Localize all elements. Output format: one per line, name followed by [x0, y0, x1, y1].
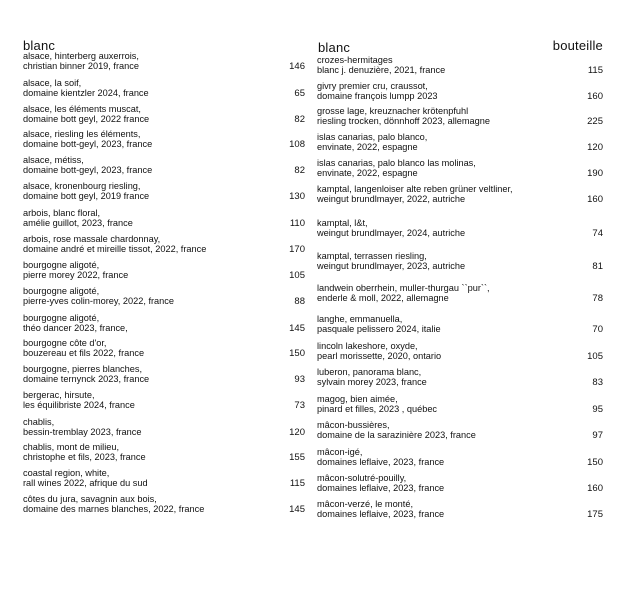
wine-producer: blanc j. denuzière, 2021, france [317, 65, 446, 75]
wine-entry [23, 209, 305, 228]
wine-producer: domaine kientzler 2024, france [23, 88, 149, 98]
wine-entry [317, 219, 603, 238]
wine-appellation: kamptal, l&t, [317, 219, 368, 228]
wine-price: 81 [592, 260, 603, 272]
wine-producer: pearl morissette, 2020, ontario [317, 351, 442, 361]
wine-price: 93 [294, 373, 305, 385]
wine-producer: pinard et filles, 2023 , québec [317, 404, 438, 414]
wine-appellation: islas canarias, palo blanco, [317, 133, 428, 142]
section-heading: blanc [23, 38, 56, 53]
wine-appellation: bourgogne aligoté, [23, 314, 100, 323]
wine-producer: bouzereau et fils 2022, france [23, 348, 145, 358]
wine-entry [23, 156, 305, 175]
wine-appellation: alsace, les éléments muscat, [23, 105, 141, 114]
wine-entry [317, 368, 603, 387]
wine-entry [23, 365, 305, 384]
wine-producer: christian binner 2019, france [23, 61, 139, 71]
wine-price: 70 [592, 323, 603, 335]
wine-appellation: alsace, métiss, [23, 156, 84, 165]
wine-price: 108 [289, 138, 305, 150]
wine-producer: bessin-tremblay 2023, france [23, 427, 142, 437]
wine-producer: domaines leflaive, 2023, france [317, 509, 445, 519]
wine-appellation: bourgogne côte d'or, [23, 339, 107, 348]
wine-producer: domaines leflaive, 2023, france [317, 483, 445, 493]
wine-entry [317, 315, 603, 334]
wine-producer: domaine bott-geyl, 2023, france [23, 139, 153, 149]
wine-producer: pasquale pelissero 2024, italie [317, 324, 441, 334]
wine-entry [23, 182, 305, 201]
wine-appellation: bourgogne aligoté, [23, 287, 100, 296]
wine-price: 145 [289, 503, 305, 515]
wine-producer: domaine bott-geyl, 2023, france [23, 165, 153, 175]
wine-entry [23, 105, 305, 124]
wine-producer: pierre morey 2022, france [23, 270, 129, 280]
wine-producer: théo dancer 2023, france, [23, 323, 128, 333]
wine-appellation: mâcon-solutré-pouilly, [317, 474, 407, 483]
wine-appellation: arbois, blanc floral, [23, 209, 101, 218]
wine-appellation: langhe, emmanuella, [317, 315, 403, 324]
wine-producer: domaine andré et mireille tissot, 2022, france [23, 244, 207, 254]
wine-appellation: landwein oberrhein, muller-thurgau ``pur``, [317, 284, 490, 293]
wine-price: 82 [294, 113, 305, 125]
wine-entry [317, 133, 603, 152]
wine-appellation: bourgogne, pierres blanches, [23, 365, 143, 374]
wine-appellation: mâcon-bussières, [317, 421, 390, 430]
wine-appellation: kamptal, langenloiser alte reben grüner veltliner, [317, 185, 513, 194]
wine-price: 190 [587, 167, 603, 179]
wine-price: 78 [592, 292, 603, 304]
wine-price: 83 [592, 376, 603, 388]
wine-producer: domaine des marnes blanches, 2022, france [23, 504, 205, 514]
wine-entry [23, 235, 305, 254]
wine-appellation: chablis, [23, 418, 55, 427]
wine-entry [23, 495, 305, 514]
wine-price: 95 [592, 403, 603, 415]
wine-entry [317, 159, 603, 178]
wine-producer: domaine ternynck 2023, france [23, 374, 150, 384]
wine-entry [23, 418, 305, 437]
wine-price: 175 [587, 508, 603, 520]
wine-appellation: alsace, la soif, [23, 79, 82, 88]
wine-entry [317, 342, 603, 361]
wine-price: 97 [592, 429, 603, 441]
wine-price: 160 [587, 193, 603, 205]
wine-entry [317, 500, 603, 519]
wine-producer: rall wines 2022, afrique du sud [23, 478, 148, 488]
wine-entry [23, 391, 305, 410]
wine-producer: weingut brundlmayer, 2022, autriche [317, 194, 466, 204]
wine-price: 160 [587, 90, 603, 102]
wine-entry [23, 443, 305, 462]
wine-producer: les équilibriste 2024, france [23, 400, 135, 410]
wine-producer: envinate, 2022, espagne [317, 142, 418, 152]
wine-price: 74 [592, 227, 603, 239]
wine-appellation: bergerac, hirsute, [23, 391, 95, 400]
wine-entry [317, 56, 603, 75]
wine-price: 105 [587, 350, 603, 362]
wine-price: 82 [294, 164, 305, 176]
wine-entry [317, 421, 603, 440]
wine-entry [317, 252, 603, 271]
wine-appellation: magog, bien aimée, [317, 395, 398, 404]
wine-price: 120 [289, 426, 305, 438]
wine-appellation: givry premier cru, craussot, [317, 82, 428, 91]
wine-price: 115 [587, 64, 603, 76]
wine-appellation: alsace, hinterberg auxerrois, [23, 52, 139, 61]
wine-producer: envinate, 2022, espagne [317, 168, 418, 178]
wine-entry [317, 448, 603, 467]
wine-price: 130 [289, 190, 305, 202]
wine-entry [317, 284, 603, 303]
wine-price: 65 [294, 87, 305, 99]
wine-producer: sylvain morey 2023, france [317, 377, 427, 387]
wine-price: 150 [587, 456, 603, 468]
wine-entry [23, 52, 305, 71]
wine-entry [23, 130, 305, 149]
wine-price: 155 [289, 451, 305, 463]
wine-producer: pierre-yves colin-morey, 2022, france [23, 296, 174, 306]
wine-price: 146 [289, 60, 305, 72]
wine-price: 225 [587, 115, 603, 127]
wine-producer: domaines leflaive, 2023, france [317, 457, 445, 467]
wine-entry [317, 82, 603, 101]
wine-entry [317, 395, 603, 414]
wine-producer: riesling trocken, dönnhoff 2023, allemagne [317, 116, 490, 126]
wine-price: 120 [587, 141, 603, 153]
price-unit-heading: bouteille [552, 38, 603, 53]
wine-appellation: alsace, kronenbourg riesling, [23, 182, 141, 191]
wine-entry [317, 107, 603, 126]
wine-price: 73 [294, 399, 305, 411]
wine-appellation: lincoln lakeshore, oxyde, [317, 342, 418, 351]
wine-entry [23, 79, 305, 98]
wine-appellation: alsace, riesling les éléments, [23, 130, 141, 139]
wine-appellation: chablis, mont de milieu, [23, 443, 120, 452]
wine-entry [317, 474, 603, 493]
wine-entry [23, 314, 305, 333]
wine-producer: weingut brundlmayer, 2023, autriche [317, 261, 466, 271]
wine-price: 105 [289, 269, 305, 281]
wine-producer: enderle & moll, 2022, allemagne [317, 293, 449, 303]
wine-appellation: luberon, panorama blanc, [317, 368, 422, 377]
section-heading: blanc [318, 40, 351, 55]
wine-producer: domaine françois lumpp 2023 [317, 91, 438, 101]
wine-producer: domaine bott geyl, 2022 france [23, 114, 150, 124]
wine-entry [23, 287, 305, 306]
wine-appellation: grosse lage, kreuznacher krötenpfuhl [317, 107, 469, 116]
wine-price: 115 [289, 477, 305, 489]
wine-producer: domaine bott geyl, 2019 france [23, 191, 150, 201]
wine-producer: weingut brundlmayer, 2024, autriche [317, 228, 466, 238]
wine-producer: christophe et fils, 2023, france [23, 452, 146, 462]
wine-entry [23, 469, 305, 488]
wine-appellation: mâcon-verzé, le monté, [317, 500, 413, 509]
wine-appellation: côtes du jura, savagnin aux bois, [23, 495, 157, 504]
wine-price: 145 [289, 322, 305, 334]
wine-entry [23, 261, 305, 280]
wine-appellation: mâcon-igé, [317, 448, 363, 457]
wine-appellation: coastal region, white, [23, 469, 110, 478]
wine-price: 110 [289, 217, 305, 229]
wine-price: 88 [294, 295, 305, 307]
wine-entry [23, 339, 305, 358]
wine-producer: domaine de la sarazinière 2023, france [317, 430, 476, 440]
wine-appellation: crozes-hermitages [317, 56, 393, 65]
wine-price: 170 [289, 243, 305, 255]
wine-price: 150 [289, 347, 305, 359]
wine-producer: amélie guillot, 2023, france [23, 218, 133, 228]
wine-appellation: arbois, rose massale chardonnay, [23, 235, 161, 244]
wine-price: 160 [587, 482, 603, 494]
wine-appellation: kamptal, terrassen riesling, [317, 252, 427, 261]
wine-appellation: bourgogne aligoté, [23, 261, 100, 270]
wine-entry [317, 185, 603, 204]
wine-appellation: islas canarias, palo blanco las molinas, [317, 159, 476, 168]
